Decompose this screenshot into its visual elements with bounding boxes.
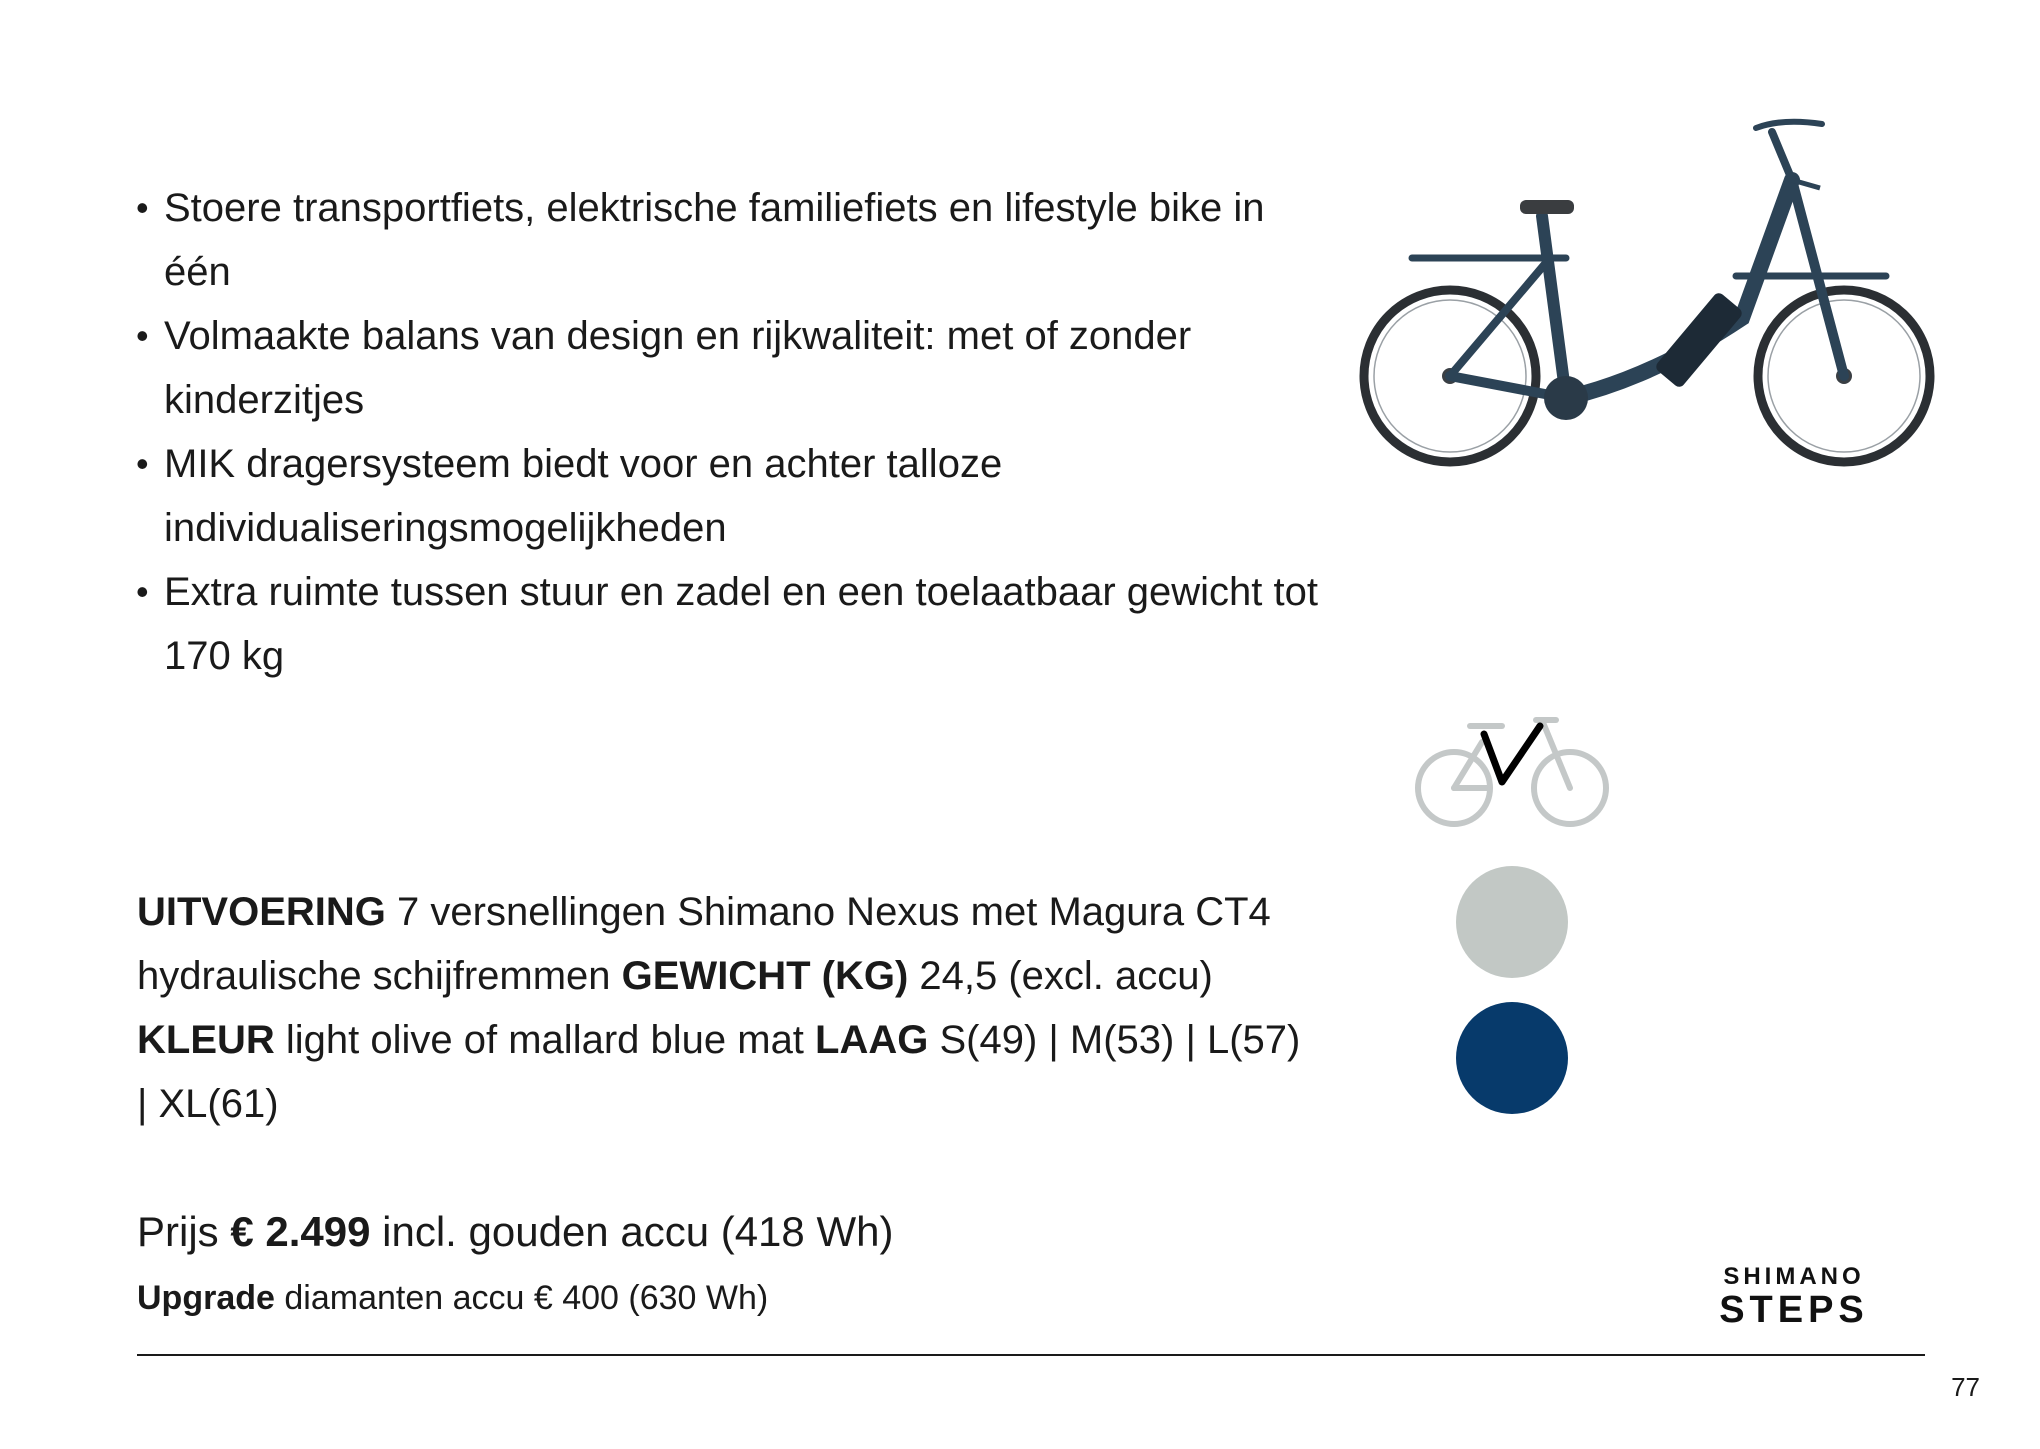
feature-list: [132, 176, 1332, 688]
feature-item: • Volmaakte balans van design en rijkwaliteit: met of zonder kinderzitjes: [132, 304, 1332, 432]
price-amount: € 2.499: [230, 1208, 371, 1255]
saddle: [1520, 200, 1574, 214]
spec-label-gewicht: GEWICHT (KG): [621, 954, 909, 998]
spec-label-kleur: KLEUR: [137, 1018, 275, 1062]
price-line: [137, 1202, 1337, 1262]
upgrade-text: diamanten accu € 400 (630 Wh): [274, 1279, 769, 1317]
price-suffix: incl. gouden accu (418 Wh): [370, 1208, 894, 1255]
logo-line1: SHIMANO: [1723, 1263, 1865, 1290]
feature-item: • Extra ruimte tussen stuur en zadel en een toelaatbaar gewicht tot 170 kg: [132, 560, 1332, 688]
color-swatch-light-olive[interactable]: [1456, 866, 1568, 978]
specifications: [137, 880, 1317, 1136]
logo-line2: STEPS: [1719, 1289, 1869, 1326]
spec-value-gewicht: 24,5 (excl. accu): [908, 954, 1213, 998]
spec-value-uitvoering: 7 versnellingen Shimano Nexus met Magura CT4 hydraulische schijfremmen: [137, 890, 1271, 998]
page-number: 77: [1951, 1372, 1980, 1402]
bike-product-photo: [1352, 108, 1944, 510]
color-swatch-mallard-blue[interactable]: [1456, 1002, 1568, 1114]
feature-item: • MIK dragersysteem biedt voor en achter talloze individualiseringsmogelijkheden: [132, 432, 1332, 560]
low-step-frame-icon: [1410, 708, 1614, 832]
spec-label-laag: LAAG: [815, 1018, 929, 1062]
upgrade-label: Upgrade: [137, 1279, 275, 1317]
upgrade-line: [137, 1272, 1337, 1324]
spec-label-uitvoering: UITVOERING: [137, 890, 386, 934]
shimano-steps-logo: [1676, 1262, 1912, 1326]
spec-value-laag: S(49) | M(53) | L(57) | XL(61): [137, 1018, 1301, 1126]
spec-value-kleur: light olive of mallard blue mat: [274, 1018, 816, 1062]
price-prefix: Prijs: [137, 1208, 231, 1255]
motor: [1544, 376, 1588, 420]
feature-item: • Stoere transportfiets, elektrische familiefiets en lifestyle bike in één: [132, 176, 1332, 304]
bottom-divider: [137, 1354, 1925, 1356]
